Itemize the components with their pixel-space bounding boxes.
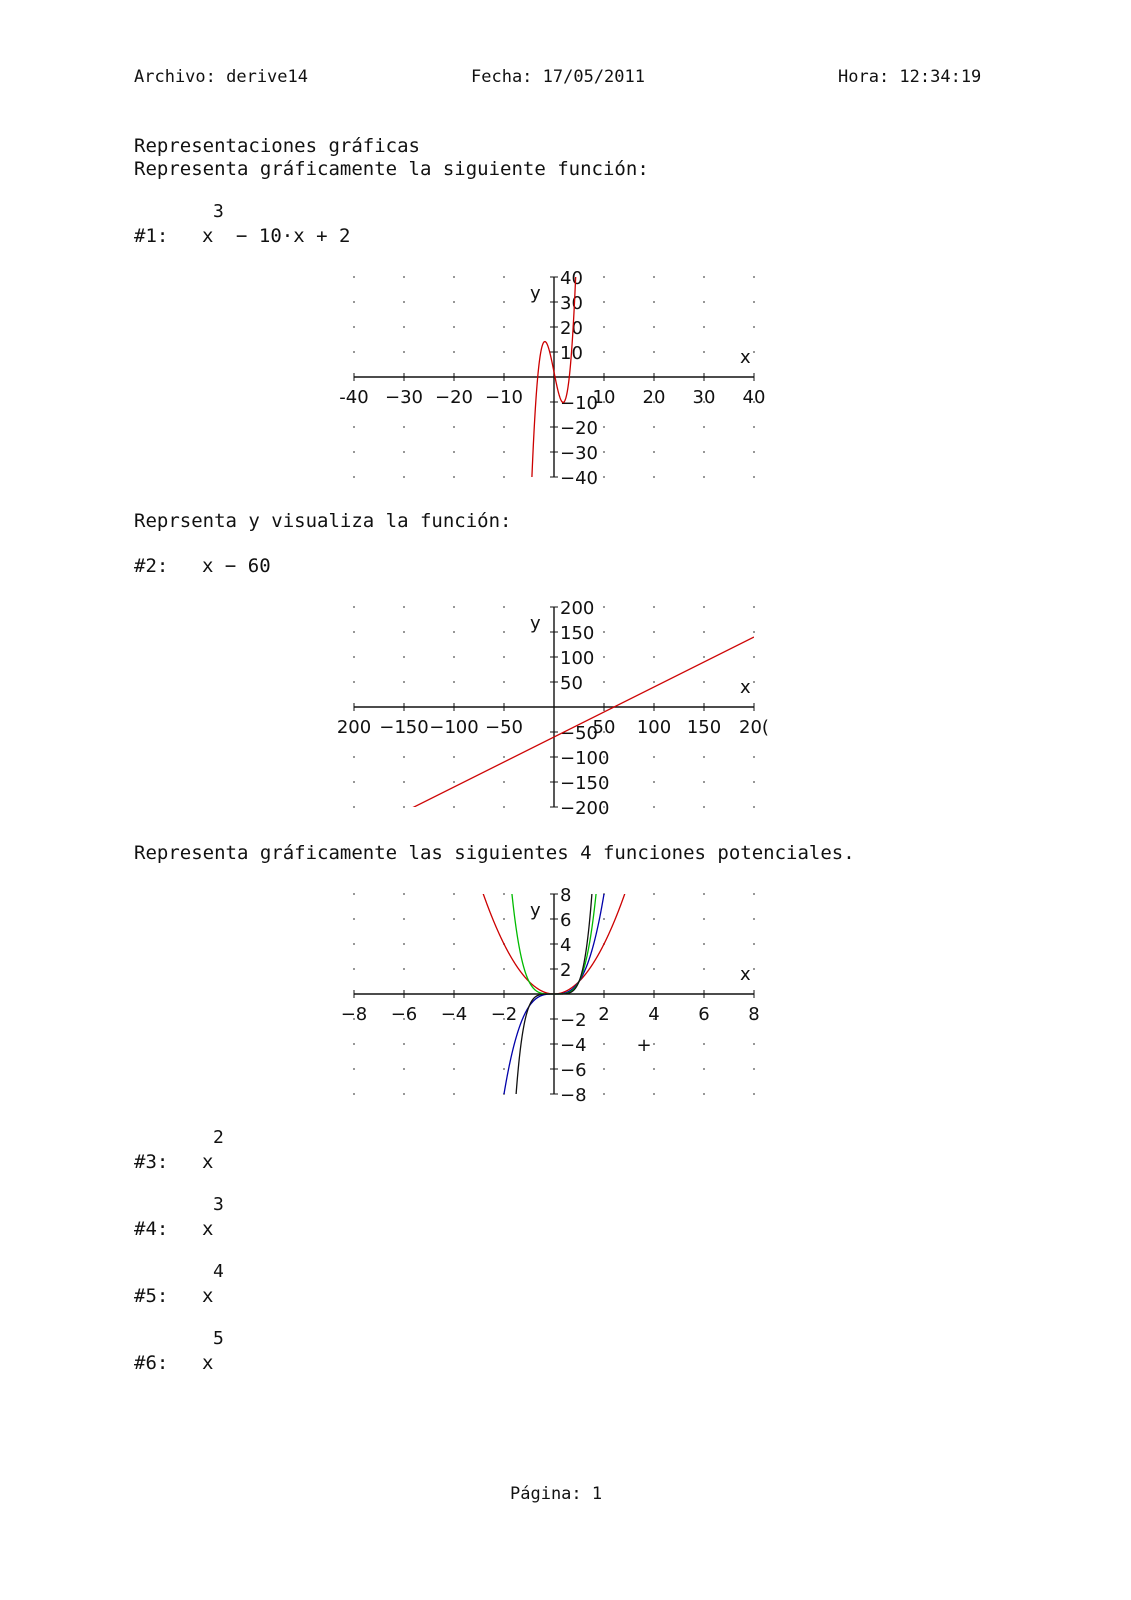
grid-dot	[453, 451, 455, 453]
grid-dot	[353, 1093, 355, 1095]
header-file: Archivo: derive14	[134, 67, 308, 87]
grid-dot	[703, 276, 705, 278]
grid-dot	[753, 1093, 755, 1095]
expression-3-exponent: 2	[213, 1127, 224, 1148]
grid-dot	[703, 451, 705, 453]
grid-dot	[753, 301, 755, 303]
expression-2-label: #2:	[134, 555, 169, 577]
grid-dot	[703, 301, 705, 303]
grid-dot	[753, 806, 755, 808]
y-axis-label: y	[530, 283, 541, 304]
expression-2-text: x − 60	[202, 555, 271, 577]
grid-dot	[353, 351, 355, 353]
grid-dot	[753, 943, 755, 945]
grid-dot	[453, 968, 455, 970]
expression-5-base: x	[202, 1285, 214, 1307]
grid-dot	[503, 1068, 505, 1070]
grid-dot	[753, 968, 755, 970]
grid-dot	[453, 656, 455, 658]
grid-dot	[403, 606, 405, 608]
grid-dot	[503, 968, 505, 970]
y-tick-label: −20	[560, 418, 598, 439]
grid-dot	[403, 476, 405, 478]
cursor-marker: +	[636, 1035, 652, 1056]
grid-dot	[503, 918, 505, 920]
y-tick-label: 20	[560, 318, 583, 339]
grid-dot	[503, 756, 505, 758]
grid-dot	[753, 426, 755, 428]
grid-dot	[453, 918, 455, 920]
grid-dot	[353, 656, 355, 658]
grid-dot	[753, 476, 755, 478]
grid-dot	[353, 968, 355, 970]
grid-dot	[703, 476, 705, 478]
grid-dot	[603, 631, 605, 633]
grid-dot	[353, 426, 355, 428]
grid-dot	[353, 631, 355, 633]
grid-dot	[403, 781, 405, 783]
grid-dot	[403, 631, 405, 633]
grid-dot	[603, 606, 605, 608]
grid-dot	[603, 1068, 605, 1070]
expression-3-base: x	[202, 1151, 214, 1173]
grid-dot	[753, 351, 755, 353]
grid-dot	[403, 326, 405, 328]
y-tick-label: −8	[560, 1085, 587, 1106]
expression-6-base: x	[202, 1352, 214, 1374]
grid-dot	[503, 426, 505, 428]
grid-dot	[453, 806, 455, 808]
grid-dot	[503, 351, 505, 353]
grid-dot	[403, 1068, 405, 1070]
grid-dot	[653, 681, 655, 683]
grid-dot	[353, 301, 355, 303]
y-tick-label: −150	[560, 773, 610, 794]
grid-dot	[403, 893, 405, 895]
y-tick-label: −6	[560, 1060, 587, 1081]
x-tick-label: 150	[686, 717, 722, 738]
grid-dot	[503, 781, 505, 783]
grid-dot	[403, 426, 405, 428]
x-tick-label: −6	[390, 1004, 418, 1025]
grid-dot	[353, 476, 355, 478]
y-tick-label: 4	[560, 935, 572, 956]
grid-dot	[453, 631, 455, 633]
grid-dot	[503, 806, 505, 808]
grid-dot	[353, 756, 355, 758]
y-tick-label: −100	[560, 748, 610, 769]
grid-dot	[653, 326, 655, 328]
y-tick-label: 200	[560, 598, 595, 619]
grid-dot	[703, 426, 705, 428]
y-tick-label: −30	[560, 443, 598, 464]
grid-dot	[353, 606, 355, 608]
grid-dot	[353, 781, 355, 783]
x-tick-label: −2	[490, 1004, 518, 1025]
grid-dot	[403, 681, 405, 683]
plot-3	[340, 885, 770, 1106]
grid-dot	[653, 918, 655, 920]
x-tick-label: −4	[440, 1004, 468, 1025]
grid-dot	[703, 893, 705, 895]
grid-dot	[453, 943, 455, 945]
grid-dot	[603, 681, 605, 683]
grid-dot	[503, 681, 505, 683]
grid-dot	[503, 301, 505, 303]
grid-dot	[653, 968, 655, 970]
grid-dot	[503, 276, 505, 278]
y-tick-label: 8	[560, 885, 572, 906]
y-tick-label: −10	[560, 393, 598, 414]
page-number: Página: 1	[510, 1484, 603, 1504]
grid-dot	[353, 1043, 355, 1045]
x-tick-label: −150	[379, 717, 429, 738]
grid-dot	[603, 476, 605, 478]
grid-dot	[603, 351, 605, 353]
expression-1-rest: − 10·x + 2	[236, 225, 351, 247]
grid-dot	[603, 918, 605, 920]
grid-dot	[503, 1043, 505, 1045]
grid-dot	[503, 451, 505, 453]
x-tick-label: 100	[636, 717, 672, 738]
plot-1	[339, 268, 770, 489]
grid-dot	[453, 426, 455, 428]
grid-dot	[453, 326, 455, 328]
grid-dot	[453, 1093, 455, 1095]
grid-dot	[503, 476, 505, 478]
grid-dot	[453, 606, 455, 608]
grid-dot	[703, 968, 705, 970]
grid-dot	[353, 893, 355, 895]
grid-dot	[503, 893, 505, 895]
x-tick-label: −20	[435, 387, 473, 408]
grid-dot	[503, 326, 505, 328]
expression-6-exponent: 5	[213, 1328, 224, 1349]
grid-dot	[403, 968, 405, 970]
y-tick-label: 40	[560, 268, 583, 289]
x-tick-label: 200	[336, 717, 372, 738]
grid-dot	[453, 476, 455, 478]
grid-dot	[753, 276, 755, 278]
grid-dot	[453, 1068, 455, 1070]
grid-dot	[403, 351, 405, 353]
grid-dot	[653, 426, 655, 428]
x-tick-label: 20	[642, 387, 666, 408]
x-tick-label: 10	[592, 387, 616, 408]
x-axis-label: x	[740, 677, 751, 698]
grid-dot	[453, 781, 455, 783]
y-tick-label: −200	[560, 798, 610, 819]
grid-dot	[603, 968, 605, 970]
grid-dot	[653, 276, 655, 278]
grid-dot	[403, 943, 405, 945]
grid-dot	[753, 606, 755, 608]
grid-dot	[703, 1068, 705, 1070]
x-tick-label: −10	[485, 387, 523, 408]
grid-dot	[503, 606, 505, 608]
y-axis-label: y	[530, 613, 541, 634]
x-tick-label: 40	[742, 387, 766, 408]
grid-dot	[353, 1068, 355, 1070]
y-tick-label: 100	[560, 648, 595, 669]
grid-dot	[603, 451, 605, 453]
grid-dot	[753, 756, 755, 758]
grid-dot	[653, 351, 655, 353]
grid-dot	[603, 276, 605, 278]
grid-dot	[703, 631, 705, 633]
expression-1-base: x	[202, 225, 214, 247]
x-tick-label: 2	[598, 1004, 610, 1025]
grid-dot	[403, 276, 405, 278]
grid-dot	[653, 656, 655, 658]
grid-dot	[453, 681, 455, 683]
expression-4-base: x	[202, 1218, 214, 1240]
grid-dot	[703, 656, 705, 658]
grid-dot	[353, 276, 355, 278]
grid-dot	[703, 806, 705, 808]
y-tick-label: −2	[560, 1010, 587, 1031]
grid-dot	[403, 451, 405, 453]
x-tick-label: 20(	[739, 717, 769, 738]
y-tick-label: 2	[560, 960, 572, 981]
grid-dot	[403, 656, 405, 658]
grid-dot	[603, 326, 605, 328]
grid-dot	[653, 893, 655, 895]
grid-dot	[703, 351, 705, 353]
grid-dot	[753, 656, 755, 658]
grid-dot	[503, 631, 505, 633]
grid-dot	[503, 656, 505, 658]
expression-6-label: #6:	[134, 1352, 169, 1374]
grid-dot	[403, 756, 405, 758]
grid-dot	[753, 451, 755, 453]
grid-dot	[453, 351, 455, 353]
grid-dot	[653, 476, 655, 478]
header-date: Fecha: 17/05/2011	[471, 67, 645, 87]
y-tick-label: 150	[560, 623, 595, 644]
grid-dot	[353, 681, 355, 683]
grid-dot	[353, 943, 355, 945]
grid-dot	[653, 1093, 655, 1095]
plot-2	[336, 598, 770, 819]
y-tick-label: 10	[560, 343, 583, 364]
grid-dot	[653, 781, 655, 783]
y-tick-label: −50	[560, 723, 598, 744]
section1-instruction: Representa gráficamente la siguiente función:	[134, 158, 649, 180]
grid-dot	[453, 1043, 455, 1045]
grid-dot	[603, 656, 605, 658]
x-tick-label: −30	[385, 387, 423, 408]
grid-dot	[653, 806, 655, 808]
grid-dot	[353, 451, 355, 453]
grid-dot	[653, 1068, 655, 1070]
y-tick-label: 50	[560, 673, 583, 694]
section3-instruction: Representa gráficamente las siguientes 4 funciones potenciales.	[134, 842, 855, 864]
grid-dot	[653, 756, 655, 758]
grid-dot	[753, 681, 755, 683]
y-tick-label: 6	[560, 910, 572, 931]
grid-dot	[653, 1043, 655, 1045]
grid-dot	[353, 806, 355, 808]
grid-dot	[603, 301, 605, 303]
header-time: Hora: 12:34:19	[838, 67, 982, 87]
grid-dot	[653, 943, 655, 945]
grid-dot	[453, 893, 455, 895]
expression-1-label: #1:	[134, 225, 169, 247]
grid-dot	[703, 326, 705, 328]
grid-dot	[753, 918, 755, 920]
grid-dot	[653, 451, 655, 453]
grid-dot	[453, 756, 455, 758]
x-tick-label: −50	[485, 717, 523, 738]
grid-dot	[703, 781, 705, 783]
grid-dot	[653, 606, 655, 608]
section2-instruction: Reprsenta y visualiza la función:	[134, 510, 512, 532]
grid-dot	[703, 1093, 705, 1095]
x-tick-label: -40	[339, 387, 369, 408]
grid-dot	[453, 276, 455, 278]
x-tick-label: 50	[592, 717, 616, 738]
grid-dot	[753, 631, 755, 633]
expression-4-exponent: 3	[213, 1194, 224, 1215]
x-tick-label: 4	[648, 1004, 660, 1025]
grid-dot	[403, 1043, 405, 1045]
grid-dot	[753, 893, 755, 895]
grid-dot	[753, 1068, 755, 1070]
grid-dot	[603, 1043, 605, 1045]
expression-5-exponent: 4	[213, 1261, 224, 1282]
expression-4-label: #4:	[134, 1218, 169, 1240]
grid-dot	[653, 631, 655, 633]
grid-dot	[353, 326, 355, 328]
grid-dot	[403, 1093, 405, 1095]
grid-dot	[403, 918, 405, 920]
expression-3-label: #3:	[134, 1151, 169, 1173]
x-tick-label: −8	[340, 1004, 368, 1025]
grid-dot	[703, 606, 705, 608]
grid-dot	[453, 301, 455, 303]
x-tick-label: 8	[748, 1004, 760, 1025]
grid-dot	[403, 301, 405, 303]
grid-dot	[753, 1043, 755, 1045]
grid-dot	[653, 301, 655, 303]
grid-dot	[703, 943, 705, 945]
section-title: Representaciones gráficas	[134, 135, 420, 157]
expression-5-label: #5:	[134, 1285, 169, 1307]
y-axis-label: y	[530, 900, 541, 921]
grid-dot	[703, 756, 705, 758]
x-tick-label: 6	[698, 1004, 710, 1025]
y-tick-label: −4	[560, 1035, 587, 1056]
grid-dot	[703, 1043, 705, 1045]
x-axis-label: x	[740, 347, 751, 368]
grid-dot	[353, 918, 355, 920]
y-tick-label: 30	[560, 293, 583, 314]
grid-dot	[703, 681, 705, 683]
grid-dot	[603, 1093, 605, 1095]
y-tick-label: −40	[560, 468, 598, 489]
grid-dot	[603, 426, 605, 428]
grid-dot	[753, 781, 755, 783]
x-tick-label: 30	[692, 387, 716, 408]
x-axis-label: x	[740, 964, 751, 985]
grid-dot	[703, 918, 705, 920]
expression-1-exponent: 3	[213, 201, 224, 222]
x-tick-label: −100	[429, 717, 479, 738]
grid-dot	[403, 806, 405, 808]
grid-dot	[753, 326, 755, 328]
